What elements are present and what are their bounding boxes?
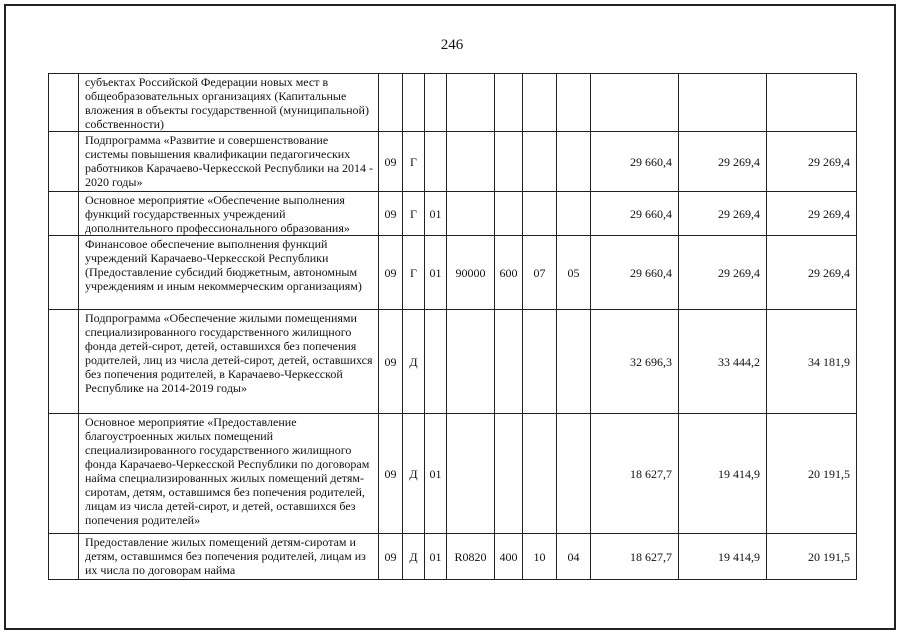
table-row — [49, 310, 857, 414]
code-cell: 01 — [425, 236, 447, 310]
code-cell: Д — [403, 414, 425, 534]
code-cell: 04 — [557, 534, 591, 580]
code-cell — [557, 414, 591, 534]
code-cell: Д — [403, 310, 425, 414]
code-cell — [495, 310, 523, 414]
code-cell: 01 — [425, 534, 447, 580]
code-cell — [495, 414, 523, 534]
sum-cell: 29 269,4 — [679, 236, 767, 310]
code-cell: 01 — [425, 414, 447, 534]
sum-cell: 32 696,3 — [591, 310, 679, 414]
sum-cell: 29 269,4 — [679, 132, 767, 192]
row-name: Предоставление жилых помещений детям-сиротам и детям, оставшимся без попечения родителей, лицам из их числа по договорам найма — [79, 534, 379, 580]
sum-cell — [679, 74, 767, 132]
num-cell — [49, 192, 79, 236]
num-cell — [49, 534, 79, 580]
code-cell — [425, 132, 447, 192]
code-cell — [523, 192, 557, 236]
code-cell — [523, 414, 557, 534]
code-cell: 07 — [523, 236, 557, 310]
code-cell: 09 — [379, 132, 403, 192]
code-cell — [447, 414, 495, 534]
code-cell: 01 — [425, 192, 447, 236]
row-name: Подпрограмма «Развитие и совершенствование системы повышения квалификации педагогических работников Карачаево-Черкесской Республики на 2014 - 2020 годы» — [79, 132, 379, 192]
row-name: Подпрограмма «Обеспечение жилыми помещениями специализированного государственного жилищного фонда детей-сирот, детей, оставшихся без попечения родителей, лиц из числа детей-сирот, детей, оставшихся без попечения родителей, в Карачаево-Черкесской Республике на 2014-2019 годы» — [79, 310, 379, 414]
code-cell: 09 — [379, 236, 403, 310]
budget-table — [48, 73, 857, 580]
code-cell: 09 — [379, 534, 403, 580]
code-cell — [557, 192, 591, 236]
code-cell: 09 — [379, 414, 403, 534]
sum-cell: 29 660,4 — [591, 132, 679, 192]
code-cell: Д — [403, 534, 425, 580]
sum-cell: 29 660,4 — [591, 192, 679, 236]
sum-cell: 19 414,9 — [679, 534, 767, 580]
code-cell — [557, 310, 591, 414]
code-cell: Г — [403, 132, 425, 192]
code-cell: Г — [403, 236, 425, 310]
code-cell: R0820 — [447, 534, 495, 580]
sum-cell: 34 181,9 — [767, 310, 857, 414]
table-row — [49, 414, 857, 534]
code-cell — [495, 74, 523, 132]
num-cell — [49, 414, 79, 534]
code-cell: 05 — [557, 236, 591, 310]
sum-cell: 29 269,4 — [767, 132, 857, 192]
num-cell — [49, 236, 79, 310]
code-cell: 10 — [523, 534, 557, 580]
page-number: 246 — [440, 37, 464, 53]
sum-cell: 20 191,5 — [767, 414, 857, 534]
row-name: субъектах Российской Федерации новых мест в общеобразовательных организациях (Капитальные вложения в объекты государственной (муниципальной) собственности) — [79, 74, 379, 132]
code-cell: 90000 — [447, 236, 495, 310]
code-cell — [425, 310, 447, 414]
code-cell: Г — [403, 192, 425, 236]
code-cell — [447, 192, 495, 236]
num-cell — [49, 74, 79, 132]
sum-cell — [591, 74, 679, 132]
code-cell — [523, 74, 557, 132]
row-name: Финансовое обеспечение выполнения функций учреждений Карачаево-Черкесской Республики (Предоставление субсидий бюджетным, автономным учреждениям и иным некоммерческим организациям) — [79, 236, 379, 310]
sum-cell: 29 269,4 — [679, 192, 767, 236]
sum-cell: 18 627,7 — [591, 414, 679, 534]
code-cell — [557, 74, 591, 132]
sum-cell: 19 414,9 — [679, 414, 767, 534]
code-cell: 09 — [379, 192, 403, 236]
code-cell: 600 — [495, 236, 523, 310]
code-cell — [403, 74, 425, 132]
table-row — [49, 74, 857, 132]
sum-cell: 29 660,4 — [591, 236, 679, 310]
code-cell — [447, 74, 495, 132]
num-cell — [49, 132, 79, 192]
code-cell — [447, 310, 495, 414]
code-cell — [425, 74, 447, 132]
code-cell — [495, 192, 523, 236]
table-row — [49, 534, 857, 580]
table-row — [49, 192, 857, 236]
code-cell — [557, 132, 591, 192]
code-cell — [447, 132, 495, 192]
code-cell — [379, 74, 403, 132]
code-cell: 400 — [495, 534, 523, 580]
row-name: Основное мероприятие «Обеспечение выполнения функций государственных учреждений дополнительного профессионального образования» — [79, 192, 379, 236]
sum-cell: 29 269,4 — [767, 236, 857, 310]
sum-cell: 33 444,2 — [679, 310, 767, 414]
table-row — [49, 236, 857, 310]
sum-cell — [767, 74, 857, 132]
row-name: Основное мероприятие «Предоставление благоустроенных жилых помещений специализированного государственного жилищного фонда Карачаево-Черкесской Республики по договорам найма специализированных жилых помещений детям-сиротам, детям, оставшимся без попечения родителей, лицам из числа детей-сирот, и детей, оставшихся без попечения родителей» — [79, 414, 379, 534]
sum-cell: 18 627,7 — [591, 534, 679, 580]
sum-cell: 29 269,4 — [767, 192, 857, 236]
code-cell — [495, 132, 523, 192]
code-cell — [523, 132, 557, 192]
num-cell — [49, 310, 79, 414]
code-cell: 09 — [379, 310, 403, 414]
table-row — [49, 132, 857, 192]
sum-cell: 20 191,5 — [767, 534, 857, 580]
code-cell — [523, 310, 557, 414]
